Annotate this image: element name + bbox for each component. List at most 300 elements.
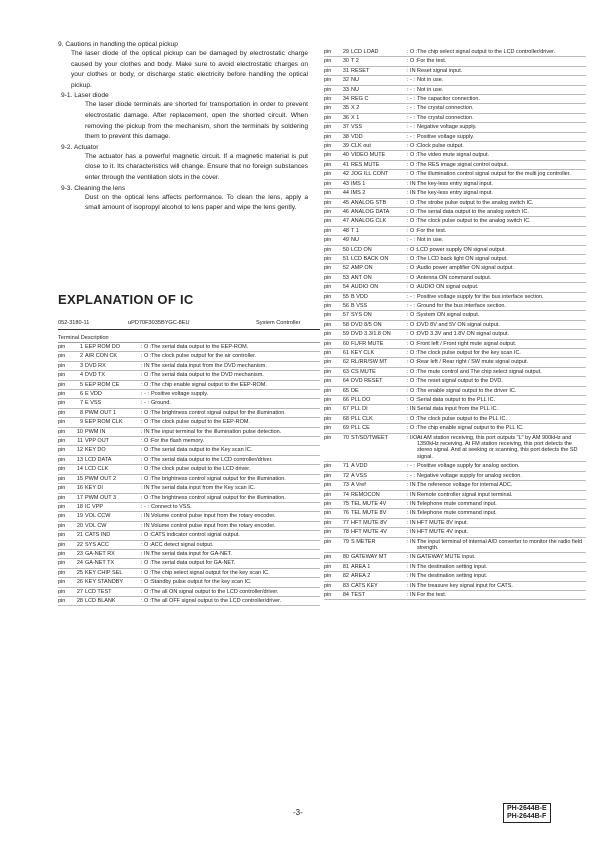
pin-label: pin [324, 582, 332, 589]
pin-number: 62 [342, 359, 349, 366]
pin-number: 42 [342, 171, 349, 178]
pin-number: 17 [76, 494, 83, 501]
pin-io: : - : [407, 293, 415, 300]
model-number-box [503, 803, 551, 823]
pin-description: DVD 3.3V and 1.8V ON signal output. [417, 331, 510, 338]
pin-name: DVD RESET [351, 378, 383, 385]
pin-description: The clock pulse output to the PLL IC. [417, 415, 507, 422]
pin-name: RES MUTE [351, 161, 380, 168]
pin-row [324, 553, 586, 562]
pin-number: 54 [342, 284, 349, 291]
pin-io: : O : [407, 425, 418, 432]
pin-io: : - : [407, 133, 415, 140]
pin-label: pin [324, 49, 332, 55]
pin-number: 50 [342, 246, 349, 253]
pin-name: AMP ON [351, 265, 373, 272]
pin-io: : - : [407, 114, 415, 121]
pin-io: : - : [407, 237, 415, 244]
pin-description: DVD 8V and 5V ON signal output. [417, 321, 500, 328]
pin-number: 8 [79, 409, 83, 416]
pin-name: A Vref [351, 482, 366, 489]
actuator-title: 9-2. Actuator [61, 143, 99, 151]
pin-number: 30 [342, 58, 349, 65]
pin-label: pin [324, 415, 332, 422]
pin-row [324, 86, 586, 95]
pin-io: : O : [141, 597, 152, 604]
pin-io: : O : [407, 340, 418, 347]
pin-name: LCD DATA [85, 456, 112, 463]
pin-io: : IN : [407, 500, 419, 507]
pin-number: 56 [342, 302, 349, 309]
pin-number: 7 [79, 400, 83, 407]
pin-number: 46 [342, 208, 349, 215]
pin-label: pin [58, 503, 66, 510]
pin-io: : IN : [407, 529, 419, 536]
pin-description: CATS indicator control signal output. [151, 532, 240, 539]
pin-label: pin [324, 284, 332, 291]
pin-row [324, 76, 586, 85]
pin-name: PWM IN [85, 428, 106, 435]
model-number-2: PH-2644B-F [507, 813, 547, 820]
pin-description: The destination setting input. [417, 573, 488, 580]
pin-name: IMS 1 [351, 180, 366, 187]
pin-name: PLL CE [351, 425, 370, 432]
pin-row [324, 208, 586, 217]
pin-label: pin [58, 400, 66, 407]
pin-description: The clock pulse output for the key scan IC. [417, 350, 521, 356]
pin-io: : O : [407, 284, 418, 291]
pin-description: ACC detect signal output. [151, 541, 214, 548]
pin-number: 76 [342, 510, 349, 517]
pin-number: 84 [342, 591, 349, 598]
pin-description: The serial data output to the analog switch IC. [417, 208, 529, 215]
pin-name: LCD TEST [85, 588, 112, 595]
pin-number: 2 [79, 353, 83, 360]
pin-name: SYS ACC [85, 541, 109, 548]
pin-label: pin [58, 569, 66, 576]
pin-row [324, 491, 586, 500]
pin-io: : O : [141, 532, 152, 539]
pin-label: pin [324, 152, 332, 159]
pin-number: 36 [342, 114, 349, 121]
pin-row [58, 541, 320, 550]
pin-io: : O : [407, 218, 418, 225]
pin-row [58, 409, 320, 418]
pin-label: pin [58, 419, 66, 426]
pin-description: HFT MUTE 4V input. [417, 529, 468, 536]
pin-label: pin [324, 237, 332, 244]
pin-io: : O : [407, 359, 418, 366]
pin-row [58, 390, 320, 399]
pin-name: CATS IND [85, 532, 111, 539]
pin-name: A VSS [351, 472, 367, 479]
pin-label: pin [58, 560, 66, 567]
pin-description: The LCD back light ON signal output. [417, 255, 508, 262]
pin-description: The input terminal of internal A/D converter to monitor the radio field strength. [417, 538, 583, 551]
pin-number: 48 [342, 227, 349, 234]
pin-name: DVD 3.3/1.8 ON [351, 331, 391, 338]
pin-row [324, 481, 586, 490]
pin-number: 3 [79, 362, 83, 369]
pin-label: pin [324, 554, 332, 561]
pin-number: 72 [342, 472, 349, 479]
ic-function: System Controller [256, 320, 301, 326]
pin-description: The serial data output to the Key scan IC. [151, 447, 253, 454]
pin-label: pin [324, 397, 332, 404]
pin-number: 12 [76, 447, 83, 454]
pin-name: TEST [351, 591, 366, 598]
pin-label: pin [58, 541, 66, 548]
pin-label: pin [324, 67, 332, 74]
pin-row [58, 362, 320, 371]
pin-io: : - : [407, 124, 415, 131]
pin-io: : O : [141, 494, 152, 501]
pin-row [324, 67, 586, 76]
pin-name: DE [351, 387, 359, 394]
pin-label: pin [324, 378, 332, 385]
pin-label: pin [324, 190, 332, 197]
pin-io: : I/O : [407, 434, 421, 441]
pin-name: VSS [351, 124, 363, 131]
pin-row [324, 424, 586, 433]
pin-name: DVD RX [85, 362, 106, 369]
pin-row [324, 396, 586, 405]
cautions-title: 9. Cautions in handling the optical pickup [58, 41, 178, 48]
pin-name: LCD BLANK [85, 597, 116, 604]
pin-description: The destination setting input. [417, 563, 488, 570]
pin-label: pin [324, 199, 332, 206]
pin-description: The chip enable signal output to the PLL IC. [417, 425, 524, 432]
pin-number: 44 [342, 190, 349, 197]
pin-row [324, 217, 586, 226]
pin-io: : O : [407, 143, 418, 150]
pin-io: : O : [407, 208, 418, 215]
pin-io: : O : [407, 152, 418, 159]
pin-io: : O : [407, 378, 418, 385]
pin-description: Positive voltage supply for the bus interface section. [417, 293, 544, 300]
pin-io: : IN : [407, 190, 419, 197]
pin-io: : O : [407, 368, 418, 375]
pin-io: : IN : [407, 510, 419, 517]
pin-io: : - : [407, 105, 415, 112]
pin-row [324, 95, 586, 104]
pin-io: : O : [407, 227, 418, 234]
pin-label: pin [324, 368, 332, 375]
pin-label: pin [58, 597, 66, 604]
pin-number: 29 [342, 49, 349, 55]
pin-io: : O : [407, 415, 418, 422]
pin-label: pin [324, 218, 332, 225]
pin-label: pin [324, 133, 332, 140]
pin-description: The video mute signal output. [417, 152, 490, 159]
pin-name: T 1 [351, 227, 359, 234]
actuator-body: The actuator has a powerful magnetic circuit. If a magnetic material is put close to it. Its characteristics will change. Ensure that no foreign substances enter through the ventilation slots in the cover. [85, 152, 308, 181]
pin-description: Audio power amplifier ON signal output. [417, 265, 514, 272]
pin-description: The crystal connection. [417, 105, 474, 112]
pin-name: TEL MUTE 4V [351, 500, 387, 507]
pin-name: KEY STANDBY [85, 579, 124, 586]
pin-row [324, 104, 586, 113]
pin-number: 66 [342, 397, 349, 404]
pin-description: Serial data input from the PLL IC. [417, 406, 499, 413]
pin-description: Volume control pulse input from the rotary encoder. [151, 513, 276, 520]
pin-row [58, 428, 320, 437]
pin-label: pin [324, 312, 332, 319]
pin-name: DVD 8/5 ON [351, 321, 382, 328]
page-number: -3- [293, 808, 303, 817]
pin-io: : - : [141, 503, 149, 510]
pin-name: LCD ON [351, 246, 372, 253]
pin-description: The reference voltage for internal ADC. [417, 482, 513, 489]
pin-io: : IN : [141, 362, 153, 369]
pin-name: PWM OUT 1 [85, 409, 117, 416]
pin-description: Positive voltage supply for analog section. [417, 463, 520, 470]
pin-io: : O : [141, 353, 152, 360]
pin-label: pin [324, 171, 332, 178]
pin-row [58, 512, 320, 521]
pin-description: The input terminal for the illumination pulse detection. [151, 428, 282, 435]
pin-description: Telephone mute command input. [417, 500, 497, 507]
pin-number: 39 [342, 143, 349, 150]
pin-number: 70 [342, 434, 349, 441]
pin-row [58, 578, 320, 587]
pin-description: LCD power supply ON signal output. [417, 246, 506, 253]
pin-row [58, 465, 320, 474]
pin-description: The strobe pulse output to the analog switch IC. [417, 199, 534, 206]
pin-label: pin [324, 143, 332, 150]
pin-label: pin [324, 274, 332, 281]
pin-name: RL/RR/SW MT [351, 359, 388, 366]
pin-name: PLL CLK [351, 415, 373, 422]
pin-label: pin [58, 588, 66, 595]
pin-number: 19 [76, 513, 83, 520]
pin-row [58, 484, 320, 493]
pin-row [324, 246, 586, 255]
pin-name: B VSS [351, 302, 368, 309]
pin-name: KEY DI [85, 485, 103, 492]
pin-description: At AM station receiving, this port outputs "L" by AM 900kHz and 1350kHz receiving. At FM station receiving, this port detects the stereo signal. And at seeking or scanning, this port detects the SD signal. [417, 434, 578, 460]
pin-number: 61 [342, 350, 349, 356]
pin-row [58, 456, 320, 465]
pin-label: pin [324, 359, 332, 366]
pin-description: The capacitor connection. [417, 96, 480, 103]
pin-name: ST/SD/TWEET [351, 434, 388, 441]
pin-number: 10 [76, 428, 83, 435]
cleaning-title: 9-3. Cleaning the lens [61, 184, 126, 192]
pin-io: : O : [407, 350, 418, 356]
pin-description: The brightness control signal output for the illumination. [151, 409, 286, 416]
pin-io: : - : [407, 77, 415, 84]
pin-description: The chip enable signal output to the EEP-ROM. [151, 381, 267, 388]
pin-name: ANT ON [351, 274, 372, 281]
pin-number: 20 [76, 522, 83, 529]
pin-io: : O : [141, 579, 152, 586]
pin-label: pin [58, 485, 66, 492]
pin-description: Front left / Front right mute signal output. [417, 340, 517, 347]
pin-label: pin [324, 114, 332, 121]
pin-io: : O : [141, 344, 152, 350]
pin-description: The crystal connection. [417, 114, 474, 121]
pin-io: : IN : [141, 550, 153, 557]
pin-table-left [58, 342, 320, 606]
pin-label: pin [324, 58, 332, 65]
pin-description: The reset signal output to the DVD. [417, 378, 503, 385]
pin-label: pin [58, 550, 66, 557]
pin-name: IC VPP [85, 503, 104, 510]
pin-row [58, 522, 320, 531]
pin-name: LCD BACK ON [351, 255, 389, 262]
pin-row [324, 264, 586, 273]
pin-name: JOG ILL CONT [351, 171, 389, 178]
pin-number: 23 [76, 550, 83, 557]
pin-number: 64 [342, 378, 349, 385]
pin-row [324, 572, 586, 581]
pin-row [324, 528, 586, 537]
pin-name: PWM OUT 3 [85, 494, 117, 501]
pin-io: : IN : [407, 482, 419, 489]
pin-io: : O : [407, 246, 418, 253]
pin-name: B VDD [351, 293, 368, 300]
pin-row [324, 462, 586, 471]
cleaning-body: Dust on the optical lens affects performance. To clean the lens, apply a small amount of isopropyl alcohol to lens paper and wipe the lens gently. [85, 193, 308, 212]
ic-heading: EXPLANATION OF IC [58, 292, 194, 307]
pin-label: pin [324, 105, 332, 112]
pin-io: : O : [407, 312, 418, 319]
pin-description: Not in use. [417, 237, 444, 244]
pin-row [58, 597, 320, 606]
pin-number: 13 [76, 456, 83, 463]
pin-label: pin [58, 532, 66, 539]
pin-number: 11 [77, 438, 83, 445]
pin-io: : O : [407, 397, 418, 404]
pin-row [324, 591, 586, 600]
pin-label: pin [324, 86, 332, 93]
pin-io: : O : [141, 560, 152, 567]
pin-name: IMS 2 [351, 190, 366, 197]
pin-row [324, 563, 586, 572]
pin-label: pin [324, 246, 332, 253]
ic-part-name: uPD70F3035BYGC-8EU [128, 320, 190, 326]
pin-number: 79 [342, 538, 349, 545]
pin-description: The serial data output to the EEP-ROM. [151, 344, 249, 350]
pin-number: 35 [342, 105, 349, 112]
pin-number: 49 [342, 237, 349, 244]
pin-io: : IN : [407, 519, 419, 526]
pin-label: pin [324, 265, 332, 272]
pin-name: VIDEO MUTE [351, 152, 386, 159]
pin-number: 41 [342, 161, 349, 168]
pin-number: 24 [76, 560, 83, 567]
pin-io: : O : [141, 372, 152, 379]
pin-row [324, 180, 586, 189]
pin-number: 22 [76, 541, 83, 548]
pin-description: HFT MUTE 8V input. [417, 519, 468, 526]
pin-row [58, 569, 320, 578]
pin-row [324, 405, 586, 414]
pin-number: 37 [342, 124, 349, 131]
pin-number: 38 [342, 133, 349, 140]
pin-name: VOL CW [85, 522, 107, 529]
pin-row [324, 114, 586, 123]
pin-row [58, 531, 320, 540]
pin-label: pin [324, 331, 332, 338]
pin-name: PLL DO [351, 397, 371, 404]
pin-io: : IN : [407, 573, 419, 580]
pin-description: Standby pulse output for the key scan IC. [151, 579, 252, 586]
pin-name: VPP OUT [85, 438, 110, 445]
pin-description: For the test. [417, 58, 447, 65]
pin-io: : IN : [141, 513, 153, 520]
pin-row [324, 142, 586, 151]
pin-io: : - : [407, 472, 415, 479]
pin-name: RESET [351, 67, 370, 74]
pin-number: 45 [342, 199, 349, 206]
pin-row [58, 588, 320, 597]
pin-label: pin [58, 579, 66, 586]
pin-number: 67 [342, 406, 349, 413]
pin-row [324, 255, 586, 264]
pin-io: : - : [407, 96, 415, 103]
pin-row [324, 293, 586, 302]
pin-name: AREA 1 [351, 563, 371, 570]
pin-name: VDD [351, 133, 363, 140]
pin-number: 75 [342, 500, 349, 507]
pin-name: CS MUTE [351, 368, 376, 375]
pin-row [324, 582, 586, 591]
pin-io: : O : [407, 331, 418, 338]
pin-description: AUDIO ON signal output. [417, 284, 479, 291]
pin-description: Clock pulse output. [417, 143, 464, 150]
pin-number: 15 [76, 475, 83, 482]
pin-name: VOL CCW [85, 513, 111, 520]
pin-row [324, 161, 586, 170]
pin-label: pin [58, 513, 66, 520]
pin-row [58, 381, 320, 390]
pin-name: A VDD [351, 463, 368, 470]
pin-number: 73 [342, 482, 349, 489]
pin-label: pin [58, 522, 66, 529]
pin-label: pin [324, 500, 332, 507]
pin-description: The clock pulse output to the LCD driver. [151, 466, 251, 473]
pin-description: Not in use. [417, 86, 444, 93]
pin-number: 68 [342, 415, 349, 422]
pin-label: pin [324, 255, 332, 262]
pin-number: 34 [342, 96, 349, 103]
pin-row [324, 509, 586, 518]
pin-name: GA-NET RX [85, 550, 115, 557]
pin-number: 18 [76, 503, 83, 510]
pin-description: Antenna ON command output. [417, 274, 492, 281]
pin-row [324, 321, 586, 330]
pin-number: 9 [79, 419, 83, 426]
pin-row [324, 199, 586, 208]
pin-io: : O : [407, 49, 418, 55]
pin-description: Rear left / Rear right / SW mute signal output. [417, 359, 528, 366]
pin-row [324, 133, 586, 142]
pin-name: AUDIO ON [351, 284, 379, 291]
pin-label: pin [324, 161, 332, 168]
pin-number: 28 [76, 597, 83, 604]
pin-number: 55 [342, 293, 349, 300]
pin-name: NU [351, 86, 359, 93]
pin-row [58, 437, 320, 446]
pin-label: pin [324, 491, 332, 498]
pin-name: PLL DI [351, 406, 368, 413]
pin-io: : IN : [407, 180, 419, 187]
pin-name: HFT MUTE 4V [351, 529, 387, 536]
pin-io: : - : [407, 86, 415, 93]
pin-name: E VDD [85, 391, 102, 398]
